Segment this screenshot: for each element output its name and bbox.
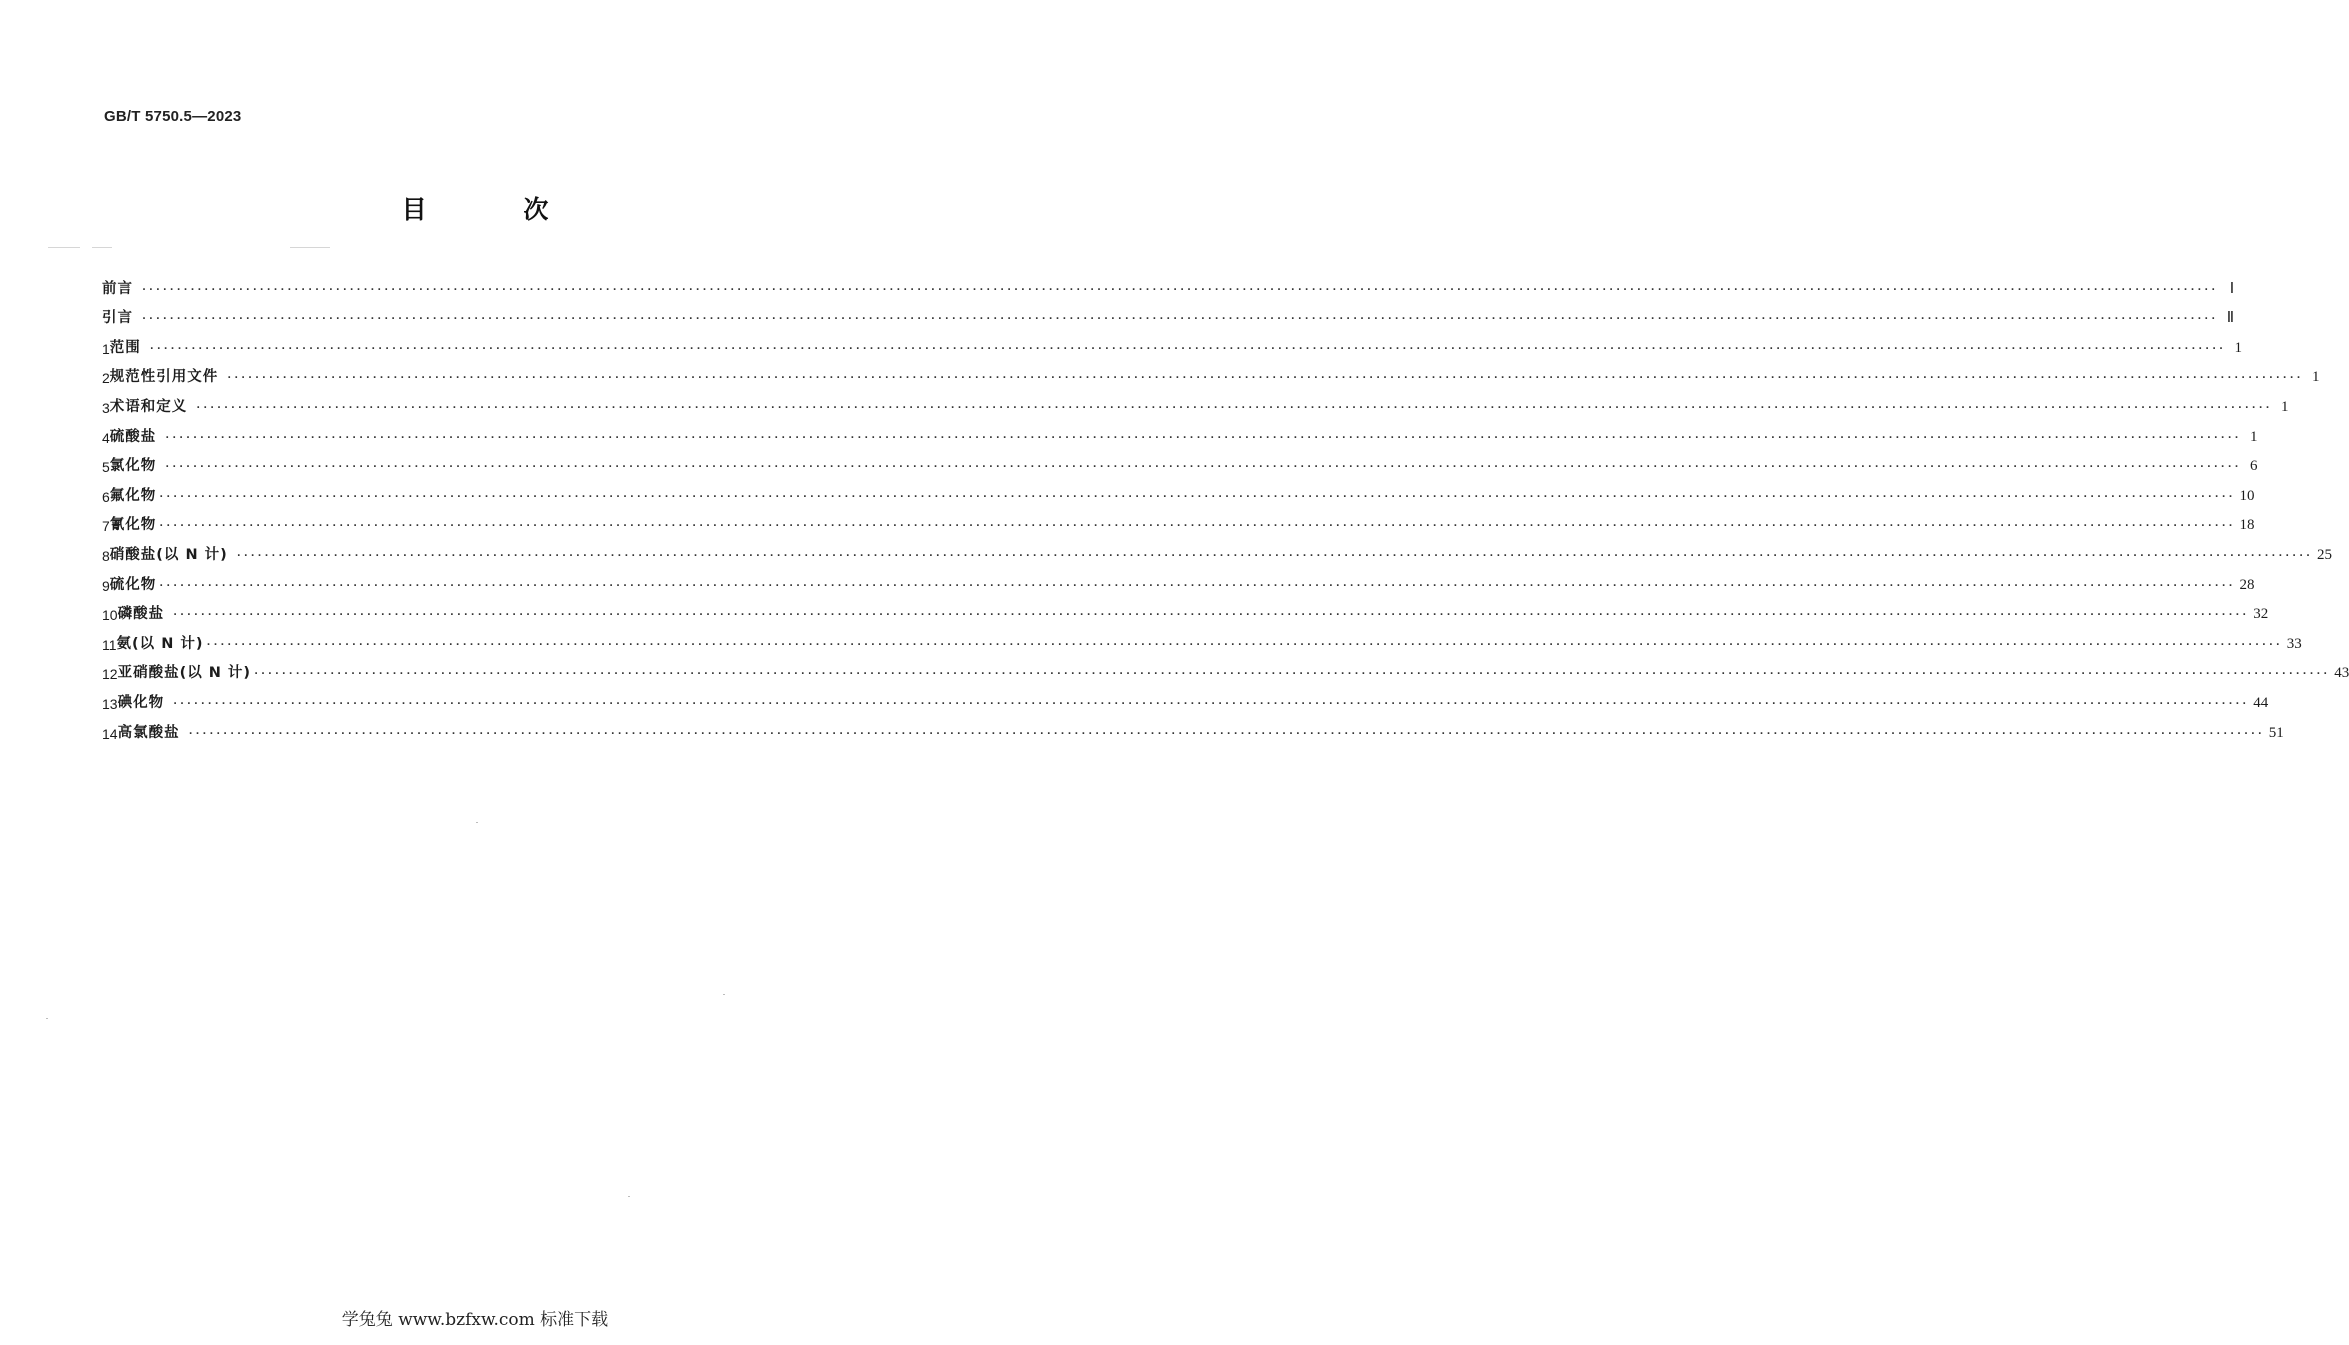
toc-leader-dots: ............................................................................................................................................................................................................................................................................................................ xyxy=(172,607,2249,619)
toc-entry-number: 11 xyxy=(102,636,117,653)
toc-entry-number: 12 xyxy=(102,666,118,683)
toc-entry[interactable] xyxy=(102,534,2332,564)
toc-entry-label: 亚硝酸盐(以 N 计) xyxy=(117,665,252,682)
toc-entry-page: 6 xyxy=(2249,458,2258,475)
scan-speck xyxy=(46,1018,48,1019)
toc-entry-number: 2 xyxy=(102,370,110,387)
toc-entry-label: 氰化物 xyxy=(109,517,157,534)
toc-entry-page: 18 xyxy=(2239,517,2255,534)
scan-artifact-line xyxy=(290,247,330,248)
scan-speck xyxy=(476,822,478,823)
toc-leader-dots: ............................................................................................................................................................................................................................................................................................................ xyxy=(158,488,2235,500)
toc-entry-number: 1 xyxy=(102,340,110,357)
toc-entry-number: 13 xyxy=(102,695,118,712)
toc-entry-page: 1 xyxy=(2234,339,2242,356)
scan-artifact-line xyxy=(92,247,112,248)
toc-leader-dots: ............................................................................................................................................................................................................................................................................................................ xyxy=(148,340,2225,352)
toc-entry-label: 氯化物 xyxy=(109,458,157,475)
toc-entry-number: 14 xyxy=(102,725,118,742)
toc-entry-page: 28 xyxy=(2239,576,2255,593)
toc-leader-dots: ............................................................................................................................................................................................................................................................................................................ xyxy=(235,547,2312,559)
toc-leader-dots: ............................................................................................................................................................................................................................................................................................................ xyxy=(205,636,2282,648)
toc-entry-label: 碘化物 xyxy=(117,694,165,711)
toc-entry-page: 1 xyxy=(2311,369,2320,386)
toc-entry-number: 10 xyxy=(102,607,118,624)
toc-entry-page: Ⅰ xyxy=(2229,280,2235,297)
toc-entry[interactable] xyxy=(102,268,2235,298)
toc-leader-dots: ............................................................................................................................................................................................................................................................................................................ xyxy=(158,518,2235,530)
toc-entry-page: 33 xyxy=(2286,635,2302,652)
toc-entry[interactable] xyxy=(102,564,2255,594)
toc-entry[interactable] xyxy=(102,653,2349,683)
toc-entry-page: 1 xyxy=(2249,428,2258,445)
toc-entry[interactable] xyxy=(102,594,2269,624)
toc-entry-label: 术语和定义 xyxy=(109,398,188,415)
toc-entry-label: 规范性引用文件 xyxy=(109,369,219,386)
toc-entry[interactable] xyxy=(102,446,2258,476)
toc-entry-page: 32 xyxy=(2253,606,2269,623)
toc-entry-page: 43 xyxy=(2334,665,2349,682)
toc-entry[interactable] xyxy=(102,475,2255,505)
toc-leader-dots: ............................................................................................................................................................................................................................................................................................................ xyxy=(164,459,2241,471)
toc-entry[interactable] xyxy=(102,416,2258,446)
toc-leader-dots: ............................................................................................................................................................................................................................................................................................................ xyxy=(158,577,2235,589)
toc-leader-dots: ............................................................................................................................................................................................................................................................................................................ xyxy=(226,370,2303,382)
footer-watermark: 学兔兔 www.bzfxw.com 标准下载 xyxy=(341,1310,609,1330)
toc-entry-page: 51 xyxy=(2268,724,2284,741)
toc-entry[interactable] xyxy=(102,505,2255,535)
toc-entry-label: 磷酸盐 xyxy=(117,606,165,623)
toc-leader-dots: ............................................................................................................................................................................................................................................................................................................ xyxy=(141,281,2218,293)
toc-leader-dots: ............................................................................................................................................................................................................................................................................................................ xyxy=(141,311,2218,323)
toc-leader-dots: ............................................................................................................................................................................................................................................................................................................ xyxy=(253,666,2330,678)
toc-entry-number: 6 xyxy=(102,488,110,505)
toc-entry-page: 10 xyxy=(2239,487,2255,504)
toc-entry-label: 氨(以 N 计) xyxy=(116,635,204,652)
toc-leader-dots: ............................................................................................................................................................................................................................................................................................................ xyxy=(164,429,2241,441)
toc-entry[interactable] xyxy=(102,357,2320,387)
toc-entry-label: 硝酸盐(以 N 计) xyxy=(109,546,228,563)
toc-entry-page: Ⅱ xyxy=(2226,310,2235,327)
toc-entry-page: 44 xyxy=(2253,694,2269,711)
toc-entry[interactable] xyxy=(102,682,2269,712)
toc-entry[interactable] xyxy=(102,298,2235,328)
toc-entry-label: 引言 xyxy=(102,310,133,327)
toc-entry[interactable] xyxy=(102,386,2289,416)
toc-entry[interactable] xyxy=(102,623,2302,653)
toc-entry-label: 氟化物 xyxy=(109,487,157,504)
toc-list xyxy=(102,268,2349,742)
scan-artifact-line xyxy=(48,247,80,248)
standard-code: GB/T 5750.5—2023 xyxy=(104,108,242,125)
toc-entry-label: 前言 xyxy=(102,280,133,297)
toc-entry-number: 5 xyxy=(102,459,110,476)
toc-entry-label: 范围 xyxy=(109,339,141,356)
toc-leader-dots: ............................................................................................................................................................................................................................................................................................................ xyxy=(172,695,2249,707)
toc-title: 目 次 xyxy=(401,195,593,224)
toc-entry-page: 25 xyxy=(2316,546,2332,563)
toc-entry[interactable] xyxy=(102,327,2242,357)
toc-leader-dots: ............................................................................................................................................................................................................................................................................................................ xyxy=(187,725,2264,737)
toc-entry-number: 4 xyxy=(102,429,110,446)
toc-entry-label: 高氯酸盐 xyxy=(117,724,180,741)
scan-speck xyxy=(628,1196,630,1197)
toc-entry-number: 3 xyxy=(102,399,110,416)
toc-entry-label: 硫化物 xyxy=(109,576,157,593)
toc-entry-label: 硫酸盐 xyxy=(109,428,157,445)
scan-speck xyxy=(723,994,725,995)
toc-leader-dots: ............................................................................................................................................................................................................................................................................................................ xyxy=(195,399,2272,411)
toc-entry[interactable] xyxy=(102,712,2284,742)
toc-entry-page: 1 xyxy=(2280,398,2289,415)
toc-entry-number: 7 xyxy=(102,518,110,535)
toc-entry-number: 8 xyxy=(102,547,110,564)
toc-entry-number: 9 xyxy=(102,577,110,594)
